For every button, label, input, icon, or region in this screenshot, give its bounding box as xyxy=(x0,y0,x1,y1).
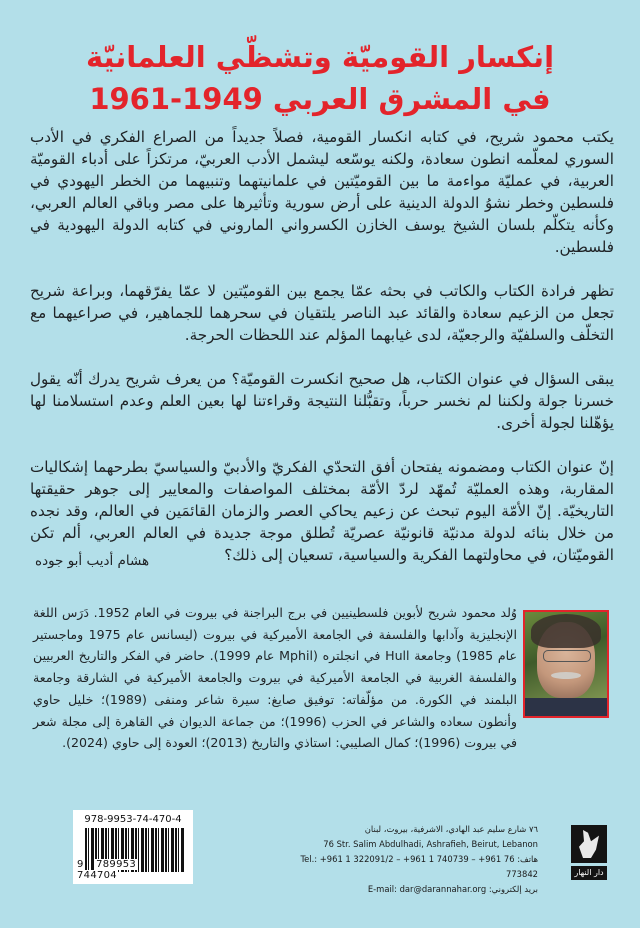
phone-line: هاتف: Tel.: +961 1 322091/2 – +961 1 740739 – +961 76 773842 xyxy=(300,854,538,879)
blurb-signature: هشام أديب أبو جوده xyxy=(35,553,150,569)
blurb-paragraph: إنّ عنوان الكتاب ومضمونه يفتحان أفق التحدّي الفكريّ والأدبيّ والسياسيّ بطرحهما إشكاليات المقاربة، وهذه العمليّة تُمهّد لردّ الأمّة بمختلف المواصفات والمعايير إلى جوهر حقيقتها التاريخيّة. إنّ الأمّة اليوم تبحث عن زعيم يحاكي العصر والزمان القائمَين في العالم، وقد نجده من خلال بنائه لدولة مدنيّة قانونيّة عصريّة تُطلق موجة جديدة في العالم العربي، ألم تكن القوميّتان، في محاولتهما الفكرية والسياسية، تسعيان إلى ذلك؟ xyxy=(30,458,614,564)
publisher-logo-name: دار النهار xyxy=(571,866,607,880)
rooster-logo-icon xyxy=(571,825,607,863)
address-english: 76 Str. Salim Abdulhadi, Ashrafieh, Beirut, Lebanon xyxy=(323,839,538,849)
email-line: بريد إلكتروني: E-mail: dar@darannahar.org xyxy=(367,884,538,894)
blurb xyxy=(30,126,614,588)
publisher-info xyxy=(300,822,538,897)
blurb-paragraph: يبقى السؤال في عنوان الكتاب، هل صحيح انكسرت القوميّة؟ من يعرف شريح يدرك أنّه يقول خسرنا جولة ولكننا لم نخسر حرباً، وتقبُّلنا النتيجة وقراءتنا لها بعين العلم وعدم استسلامنا لها يؤهّلنا لجولة أخرى. xyxy=(30,370,614,432)
book-title xyxy=(0,36,640,120)
isbn-number: 978-9953-74-470-4 xyxy=(84,814,182,825)
title-line-2: في المشرق العربي 1949-1961 xyxy=(89,82,551,116)
publisher-logo xyxy=(571,825,607,880)
blurb-paragraph: تظهر فرادة الكتاب والكاتب في بحثه عمّا يجمع بين القوميّتين لا عمّا يفرّقهما، وبراعة شريح تجعل من الزعيم سعادة والقائد عبد الناصر يلتقيان في سحرهما للجماهير، في صراعيهما مع التخلّف والسلفيّة والرجعيّة، لدى غيابهما المؤلم عند اللحظات الحرجة. xyxy=(30,282,614,344)
address-arabic: ٧٦ شارع سليم عبد الهادي، الاشرفية، بيروت، لبنان xyxy=(364,824,538,834)
title-line-1: إنكسار القوميّة وتشظّي العلمانيّة xyxy=(85,40,555,74)
blurb-paragraph: يكتب محمود شريح، في كتابه انكسار القومية، فصلاً جديداً من الصراع الفكري في الأدب السوري لمعلّمه انطون سعادة، ولكنه يوسّعه ليشمل الأدب العربيّ، مرتكزاً على أدباء القوميّة العربية، في عمليّة مواءمة ما بين القوميّتين في علمانيتهما وتنبيهما من الخطر اليهودي في فلسطين وخطر نشوُ الدولة الدينية على أرض سورية وتأثيرها على مصر وباقي العالم العربي، وكأنه يتكلّم بلسان الشيخ يوسف الخازن الكسرواني الماروني في كتابه الدولة اليهودية في فلسطين. xyxy=(30,128,614,256)
author-bio: وُلد محمود شريح لأبوين فلسطينيين في برج البراجنة في بيروت في العام 1952. دَرَس اللغة الإنجليزية وآدابها والفلسفة في الجامعة الأميركية في بيروت (ليسانس عام 1975 وماجستير عام 1985) وجامعة Hull في انجلتره (Mphil عام 1999). حاضر في الفكر والتاريخ العربيين والفلسفة الغربية في الجامعة الأميركية في بيروت والجامعة الأميركية في الشارقة وجامعة البلمند في الكورة. من مؤلّفاته: توفيق صايغ: سيرة شاعر ومنفى (1989)؛ خليل حاوي وأنطون سعاده والشاعر في الحزب (1996)؛ من جماعة الديوان في القاهرة إلى مجلة شعر في بيروت (1996)؛ كمال الصليبي: استاذي والتاريخ (2013)؛ العودة إلى حاوي (2024). xyxy=(33,605,518,751)
isbn-barcode xyxy=(73,810,193,884)
barcode-digits: 9 789953 744704 xyxy=(77,859,137,881)
author-portrait-icon xyxy=(523,610,609,718)
